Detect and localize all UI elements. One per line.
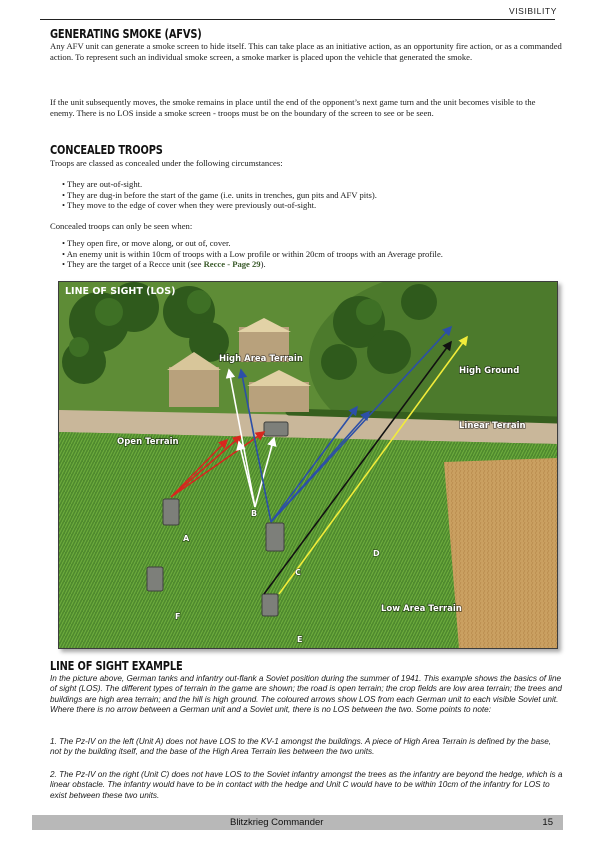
line-of-sight-photo — [58, 281, 558, 649]
recce-page-link[interactable]: Recce - Page 29 — [203, 259, 261, 270]
line-of-sight-illustration — [59, 282, 557, 648]
recce-suffix: ). — [260, 259, 266, 270]
smoke-paragraph-1: Any AFV unit can generate a smoke screen to hide itself. This can take place as an initiative action, as an opportunity fire action, or as a commanded action. To represent such an individual smoke screen, a smoke marker is placed upon the vehicle that generated the smoke. — [50, 41, 562, 62]
los-example-heading: LINE OF SIGHT EXAMPLE — [50, 659, 183, 673]
unit-label-a: A — [183, 534, 190, 543]
recce-prefix: They are the target of a Recce unit (see — [67, 259, 204, 270]
label-low-area-terrain: Low Area Terrain — [381, 604, 462, 614]
header-rule — [40, 19, 555, 20]
list-item: • They open fire, or move along, or out of, cover. — [62, 238, 562, 249]
footer-title: Blitzkrieg Commander — [230, 817, 324, 828]
figure-title: LINE OF SIGHT (LOS) — [65, 286, 176, 297]
page-number: 15 — [542, 817, 553, 828]
smoke-paragraph-2: If the unit subsequently moves, the smoke remains in place until the end of the opponent’s next game turn and the unit becomes visible to the enemy. There is no LOS inside a smoke screen - troops must be on the boundary of the screen to see or be seen. — [50, 97, 536, 118]
concealed-seen-list — [62, 238, 562, 270]
running-head: VISIBILITY — [508, 6, 557, 16]
unit-label-d: D — [373, 549, 380, 558]
los-example-paragraph-1: In the picture above, German tanks and infantry out-flank a Soviet position during the summer of 1941. This example shows the basics of line of sight (LOS). The different types of terrain in the game are shown; the road is open terrain; the crop fields are low area terrain; the trees and buildings are high area terrain; and the hill is high ground. The coloured arrows show LOS from each German unit to each visible Soviet unit. Where there is no arrow between a German unit and a Soviet unit, there is no LOS between the two. Some points to note: — [50, 674, 562, 714]
unit-label-c: C — [295, 568, 301, 577]
label-high-ground: High Ground — [459, 366, 520, 376]
list-item: • They move to the edge of cover when they were previously out-of-sight. — [62, 200, 562, 211]
label-high-area-terrain: High Area Terrain — [219, 354, 303, 364]
los-example-paragraph-3: 2. The Pz-IV on the right (Unit C) does not have LOS to the Soviet infantry amongst the trees as the infantry are beyond the hedge, which is a linear obstacle. The infantry would have to be in contact with the hedge and Unit C would have to be within 10cm of the infantry for LOS to exist between these two units. — [50, 770, 563, 800]
list-item — [62, 259, 562, 270]
list-item: • An enemy unit is within 10cm of troops with a Low profile or within 20cm of troops with an Average profile. — [62, 249, 562, 260]
page-header — [0, 0, 595, 20]
unit-label-f: F — [175, 612, 181, 621]
label-open-terrain: Open Terrain — [117, 437, 179, 447]
los-example-paragraph-2: 1. The Pz-IV on the left (Unit A) does not have LOS to the KV-1 amongst the buildings. A piece of High Area Terrain is defined by the base, not by the building itself, and the base of the High Area Terrain lies between the two units. — [50, 737, 552, 757]
concealed-seen-intro: Concealed troops can only be seen when: — [50, 221, 193, 231]
concealed-intro: Troops are classed as concealed under the following circumstances: — [50, 158, 283, 168]
label-linear-terrain: Linear Terrain — [459, 421, 526, 431]
concealed-heading: CONCEALED TROOPS — [50, 143, 163, 157]
list-item: • They are dug-in before the start of the game (i.e. units in trenches, gun pits and AFV pits). — [62, 190, 562, 201]
unit-label-e: E — [297, 635, 303, 644]
list-item: • They are out-of-sight. — [62, 179, 562, 190]
concealed-conditions-list — [62, 179, 562, 211]
unit-label-b: B — [251, 509, 258, 518]
smoke-heading: GENERATING SMOKE (AFVS) — [50, 27, 202, 41]
